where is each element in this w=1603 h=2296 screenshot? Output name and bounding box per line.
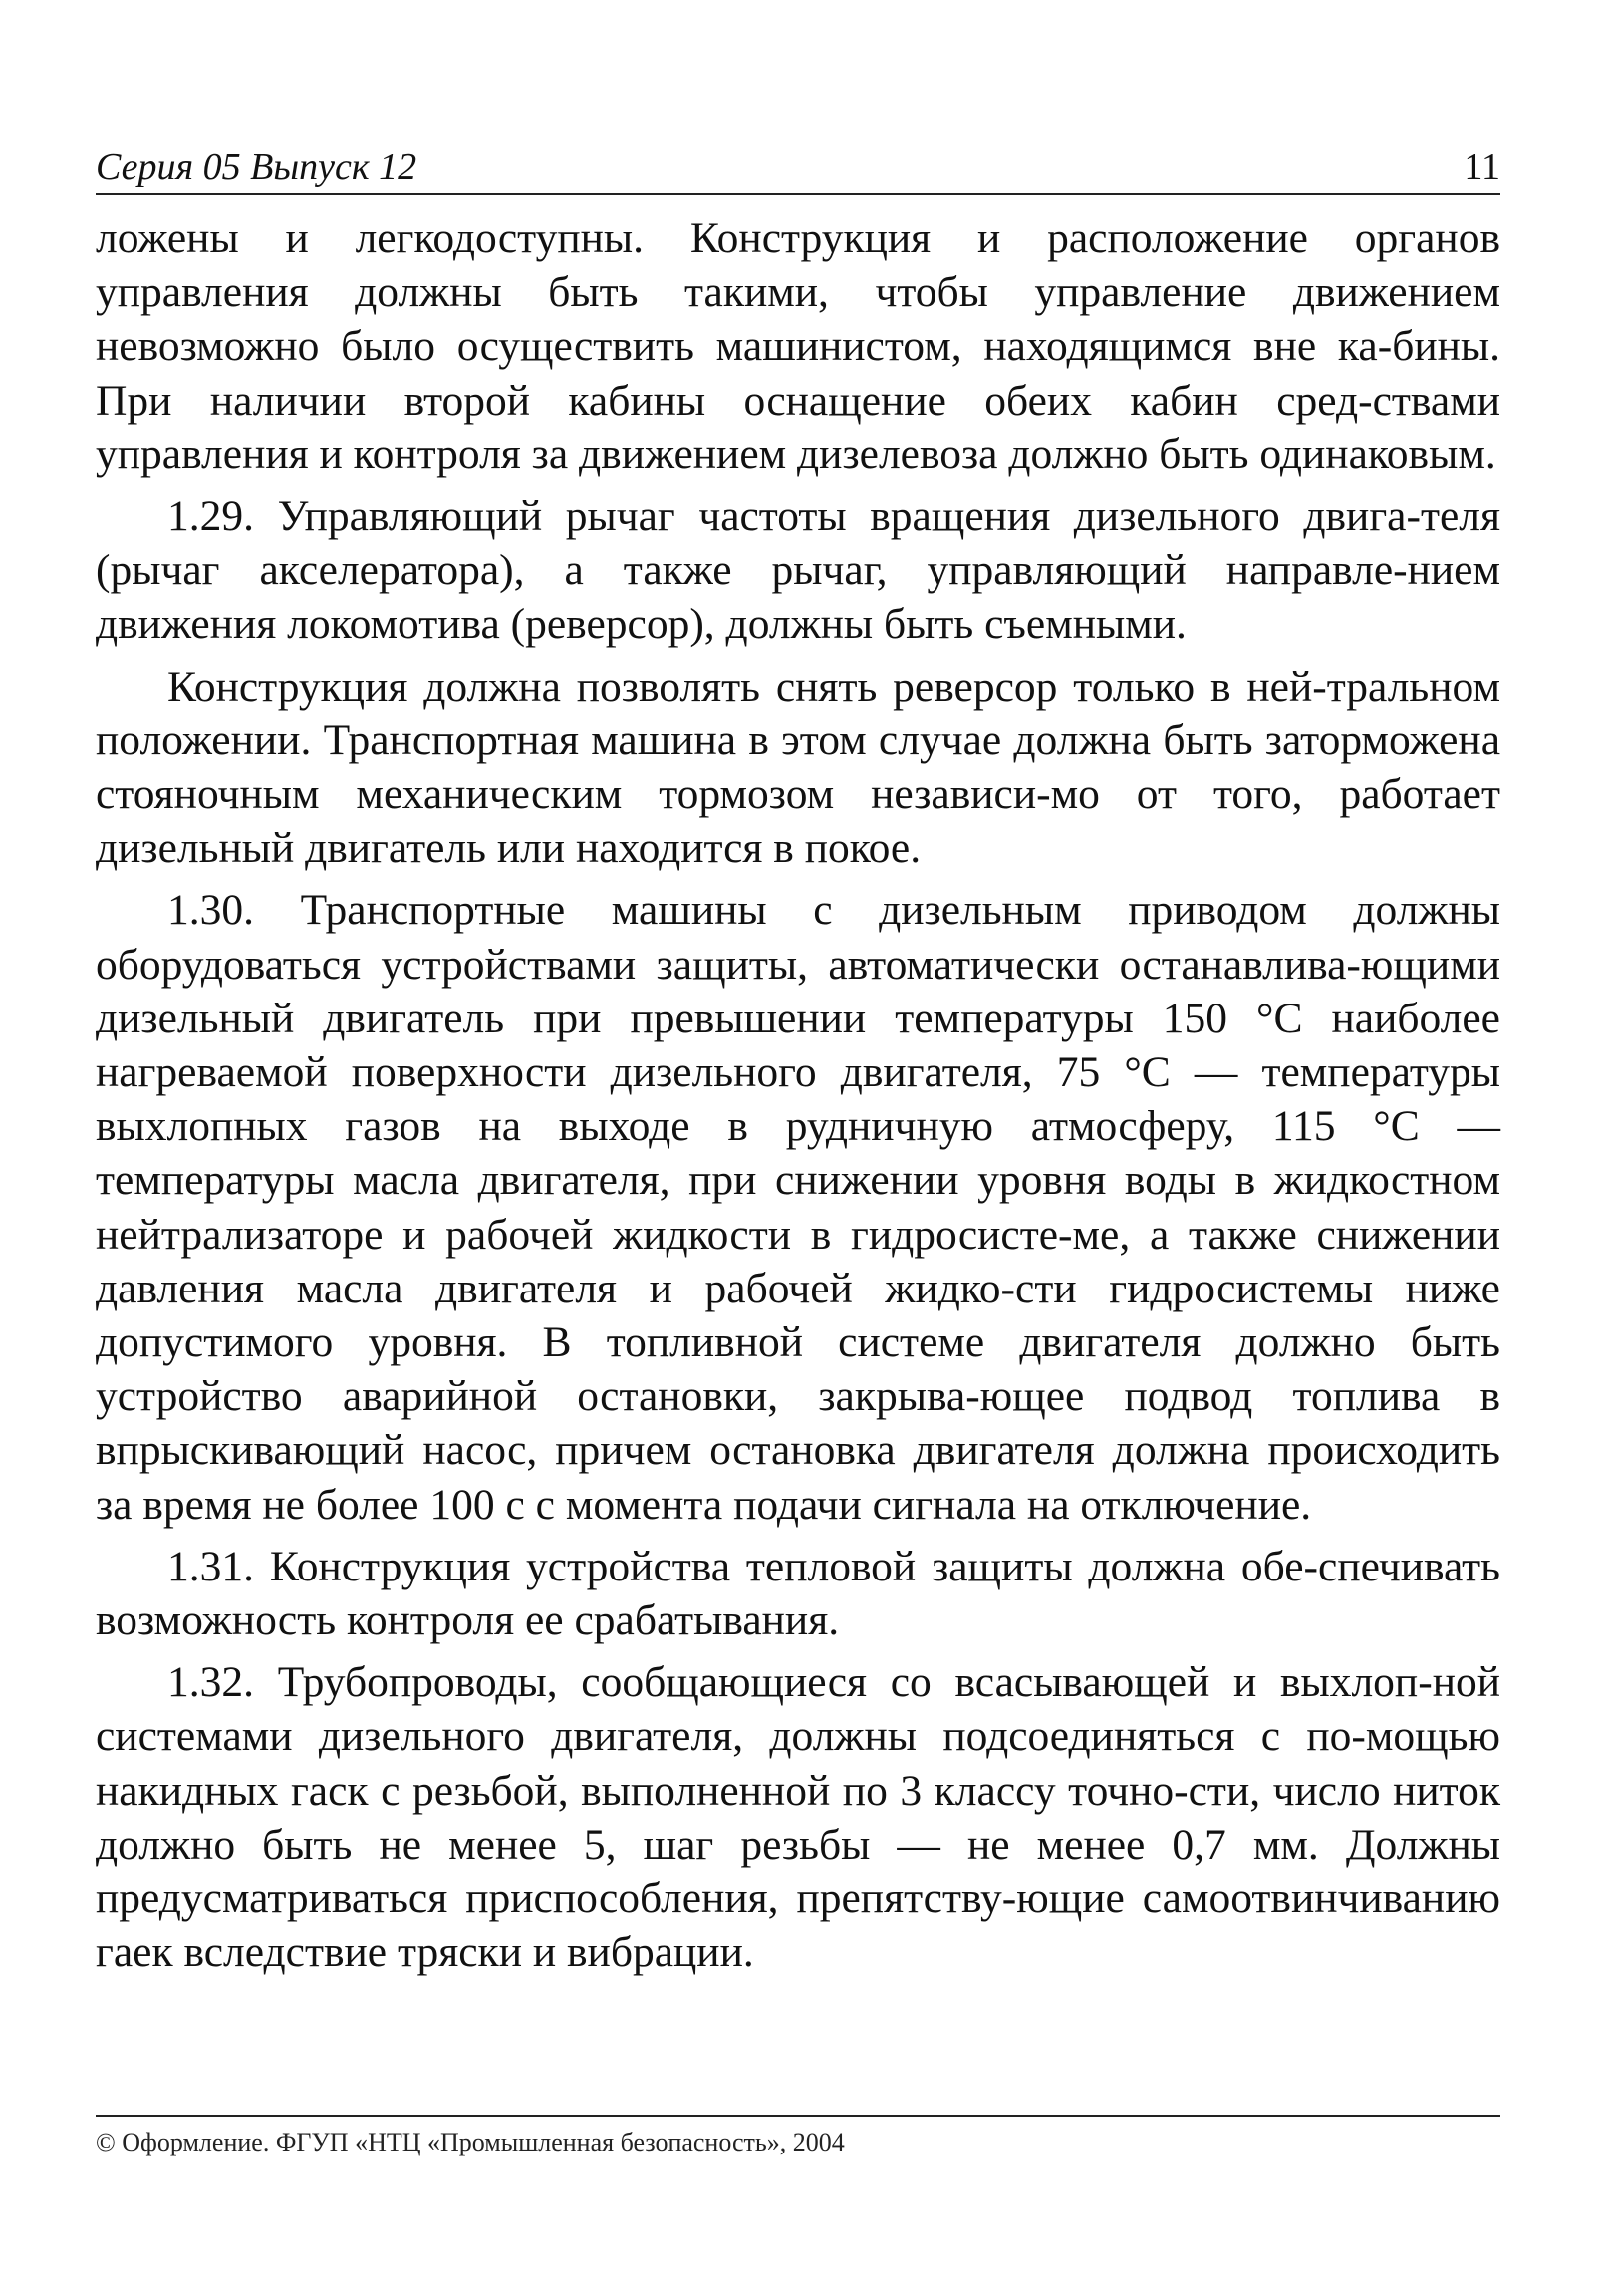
paragraph-continuation: ложены и легкодоступны. Конструкция и расположение органов управления должны быть такими, чтобы управление движением невозможно было осуществить машинистом, находящимся вне ка-бины. При наличии второй кабины оснащение обеих кабин сред-ствами управления и контроля за движением дизелевоза должно быть одинаковым. bbox=[96, 214, 1500, 478]
page-number: 11 bbox=[1464, 146, 1500, 188]
footer-copyright: © Оформление. ФГУП «НТЦ «Промышленная безопасность», 2004 bbox=[96, 2128, 845, 2156]
paragraph-1-29: 1.29. Управляющий рычаг частоты вращения дизельного двига-теля (рычаг акселератора), а также рычаг, управляющий направле-нием движения локомотива (реверсор), должны быть съемными. bbox=[96, 492, 1500, 649]
footer-divider bbox=[96, 2115, 1500, 2117]
paragraph-reverser: Конструкция должна позволять снять реверсор только в ней-тральном положении. Транспортная машина в этом случае должна быть заторможена стояночным механическим тормозом независи-мо от того, работает дизельный двигатель или находится в покое. bbox=[96, 662, 1500, 873]
paragraph-1-32: 1.32. Трубопроводы, сообщающиеся со всасывающей и выхлоп-ной системами дизельного двигателя, должны подсоединяться с по-мощью накидных гаск с резьбой, выполненной по 3 классу точно-сти, число ниток должно быть не менее 5, шаг резьбы — не менее 0,7 мм. Должны предусматриваться приспособления, препятству-ющие самоотвинчиванию гаек вследствие тряски и вибрации. bbox=[96, 1658, 1500, 1977]
body-text bbox=[96, 211, 1500, 1988]
series-title: Серия 05 Выпуск 12 bbox=[96, 146, 417, 188]
running-header bbox=[96, 146, 1500, 195]
paragraph-1-30: 1.30. Транспортные машины с дизельным приводом должны оборудоваться устройствами защиты, автоматически останавлива-ющими дизельный двигатель при превышении температуры 150 °С наиболее нагреваемой поверхности дизельного двигателя, 75 °С — температуры выхлопных газов на выходе в рудничную атмосферу, 115 °С — температуры масла двигателя, при снижении уровня воды в жидкостном нейтрализаторе и рабочей жидкости в гидросисте-ме, а также снижении давления масла двигателя и рабочей жидко-сти гидросистемы ниже допустимого уровня. В топливной системе двигателя должно быть устройство аварийной остановки, закрыва-ющее подвод топлива в впрыскивающий насос, причем остановка двигателя должна происходить за время не более 100 с с момента подачи сигнала на отключение. bbox=[96, 886, 1500, 1529]
paragraph-1-31: 1.31. Конструкция устройства тепловой защиты должна обе-спечивать возможность контроля ее срабатывания. bbox=[96, 1542, 1500, 1645]
